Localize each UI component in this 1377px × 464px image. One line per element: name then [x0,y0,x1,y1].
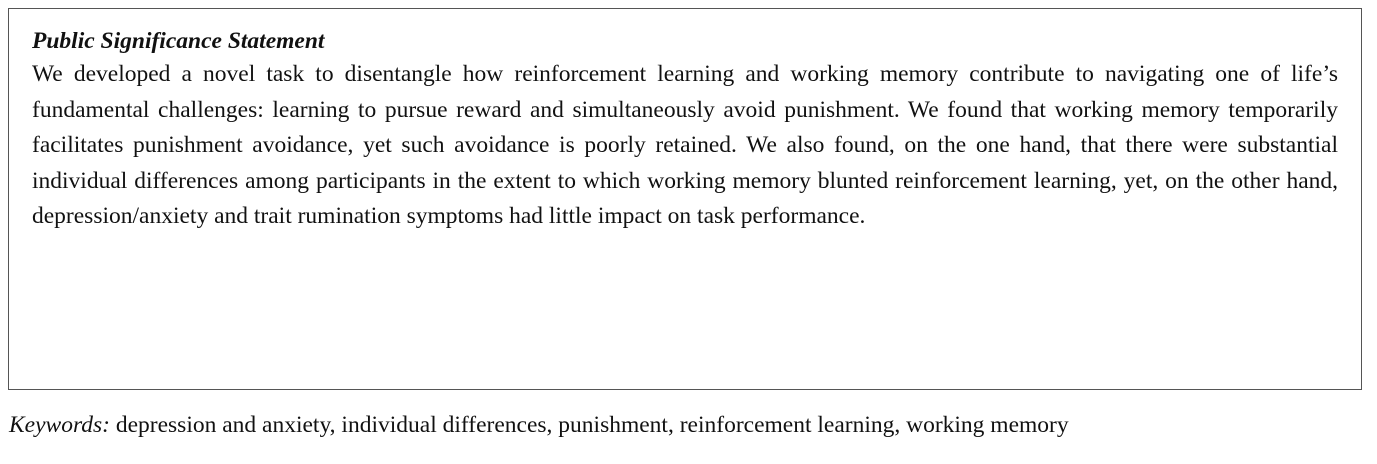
keywords-label: Keywords: [9,412,110,438]
public-significance-statement-box [8,8,1362,390]
statement-body: We developed a novel task to disentangle how reinforcement learning and working memory contribute to navigating one of life’s fundamental challenges: learning to pursue reward and simultaneously avoid punishment. We found that working memory temporarily facilitates punishment avoidance, yet such avoidance is poorly retained. We also found, on the one hand, that there were substantial individual differences among participants in the extent to which working memory blunted reinforcement learning, yet, on the other hand, depression/anxiety and trait rumination symptoms had little impact on task performance. [32,61,1338,229]
keywords-text: depression and anxiety, individual differences, punishment, reinforcement learning, working memory [109,412,1069,438]
keywords-paragraph [9,409,1356,442]
statement-title: Public Significance Statement [32,28,325,54]
